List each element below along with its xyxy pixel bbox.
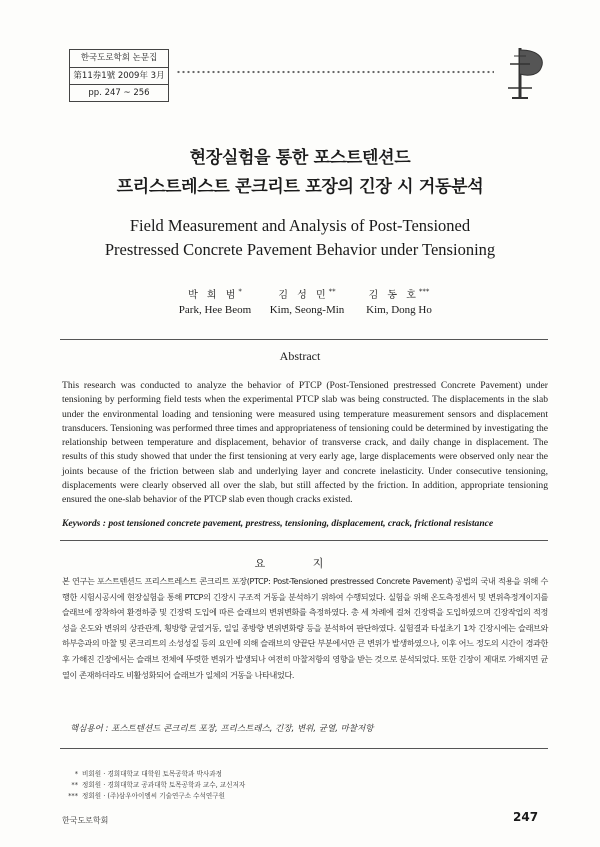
footer-society-name: 한국도로학회 [62,816,109,825]
society-logo-icon [500,44,548,102]
journal-info-box [69,49,169,102]
korean-abstract-text: 본 연구는 포스트텐션드 프리스트레스트 콘크리트 포장(PTCP: Post-Tensioned prestressed Concrete Pavement) 공법의 국내 적용을 위해 수행한 시험시공시에 현장실험을 통해 PTCP의 긴장시 구조적 거동을 분석하기 위하여 수행되었다. 실험을 위해 온도측정센서 및 변위측정게이지를 슬래브에 장착하여 환경하중 및 긴장력 도입에 따른 슬래브의 변위변화를 측정하였다. 총 세 차례에 걸쳐 긴장력을 도입하였으며 긴장작업의 적정성을 온도와 변위의 상관관계, 횡방향 균열거동, 일일 종방향 변위변화량 등을 분석하여 판단하였다. 실험결과 타설초기 1차 긴장시에는 슬래브와 하부층과의 마찰 및 콘크리트의 소성성질 등의 요인에 의해 슬래브의 양끝단 부분에서만 큰 변위가 발생하였으나, 이후 어느 정도의 시간이 경과한 후 가해진 긴장에서는 슬래브 전체에 뚜렷한 변위가 발생되나 여전히 마찰저항의 영향을 받는 것으로 분석되었다. 또한 긴장이 제대로 가해지면 균열이 존재하더라도 비활성화되어 슬래브가 일체의 거동을 나타내었다. [62,576,548,680]
korean-keywords: 핵심용어 : 포스트텐션드 콘크리트 포장, 프리스트레스, 긴장, 변위, 균열, 마찰저항 [70,724,374,734]
journal-name: 한국도로학회 논문집 [70,50,168,68]
footnote-3-mark: *** [68,792,78,801]
footnote-3-text: 정회원 · (주)삼우아이엠씨 기술연구소 수석연구원 [82,792,226,801]
dotted-header-rule [176,70,494,74]
footnote-1-text: 비회원 · 경희대학교 대학원 토목공학과 박사과정 [82,770,222,778]
author-footnotes [62,769,362,803]
korean-abstract-heading: 요 지 [254,557,346,570]
title-korean-line1: 현장실험을 통한 포스트텐션드 [189,148,411,168]
keywords [62,518,548,529]
footnote-1-mark: * [74,770,78,778]
abstract-text: This research was conducted to analyze the behavior of PTCP (Post-Tensioned prestressed Concrete Pavement) under tensioning by performing field tests when the experimental PTCP slab was being constructed. The displacements in the slab under the environmental loading and tensioning were measured using temperature measurement sensors and displacement transducers. Tensioning was performed three times and appropriateness of tensioning could be determined by investigating the relationship between temperature and displacement, behavior of transverse crack, and daily change in displacement. The results of this study showed that under the first tensioning at very early age, large displacements were observed only near the joints because of the friction between slab and underlying layer and concrete inelasticity. Under consecutive tensioning, displacements were clearly observed all over the slab, but still affected by the friction. In addition, appropriate tensioning ensured the one-slab behavior of the PTCP slab even though cracks existed. [62,380,548,506]
abstract-top-rule [60,339,548,340]
title-english-line1: Field Measurement and Analysis of Post-Tensioned [129,216,471,235]
title-korean-line2: 프리스트레스트 콘크리트 포장의 긴장 시 거동분석 [116,177,484,197]
journal-pages: pp. 247 ~ 256 [88,88,150,98]
author-3-mark: *** [418,287,430,296]
title-english-line2: Prestressed Concrete Pavement Behavior under Tensioning [104,240,496,259]
footnote-2 [62,780,362,791]
footnote-3 [62,791,362,802]
author-2-mark: ** [328,287,336,296]
author-1-mark: * [238,287,242,296]
korean-abstract-bottom-rule [60,748,548,749]
author-2-name-en: Kim, Seong-Min [269,304,345,316]
journal-volume: 第11券1號 2009年 3月 [70,68,168,86]
author-3-name-en: Kim, Dong Ho [366,304,432,316]
author-3 [344,286,454,318]
page-number: 247 [513,810,539,824]
footnote-2-text: 정회원 · 경희대학교 공과대학 토목공학과 교수, 교신저자 [82,781,246,790]
keywords-label: Keywords : [62,518,109,529]
author-1-name-en: Park, Hee Beom [178,304,252,316]
abstract-heading: Abstract [279,349,321,363]
keywords-list: post tensioned concrete pavement, prestress, tensioning, displacement, crack, frictional resistance [108,518,494,529]
author-1-name-ko: 박 희 범 [188,290,239,301]
footnote-2-mark: ** [71,781,78,790]
footnote-1 [62,769,362,780]
author-3-name-ko: 김 동 호 [368,290,419,301]
author-2-name-ko: 김 성 민 [278,290,329,301]
abstract-bottom-rule [60,540,548,541]
